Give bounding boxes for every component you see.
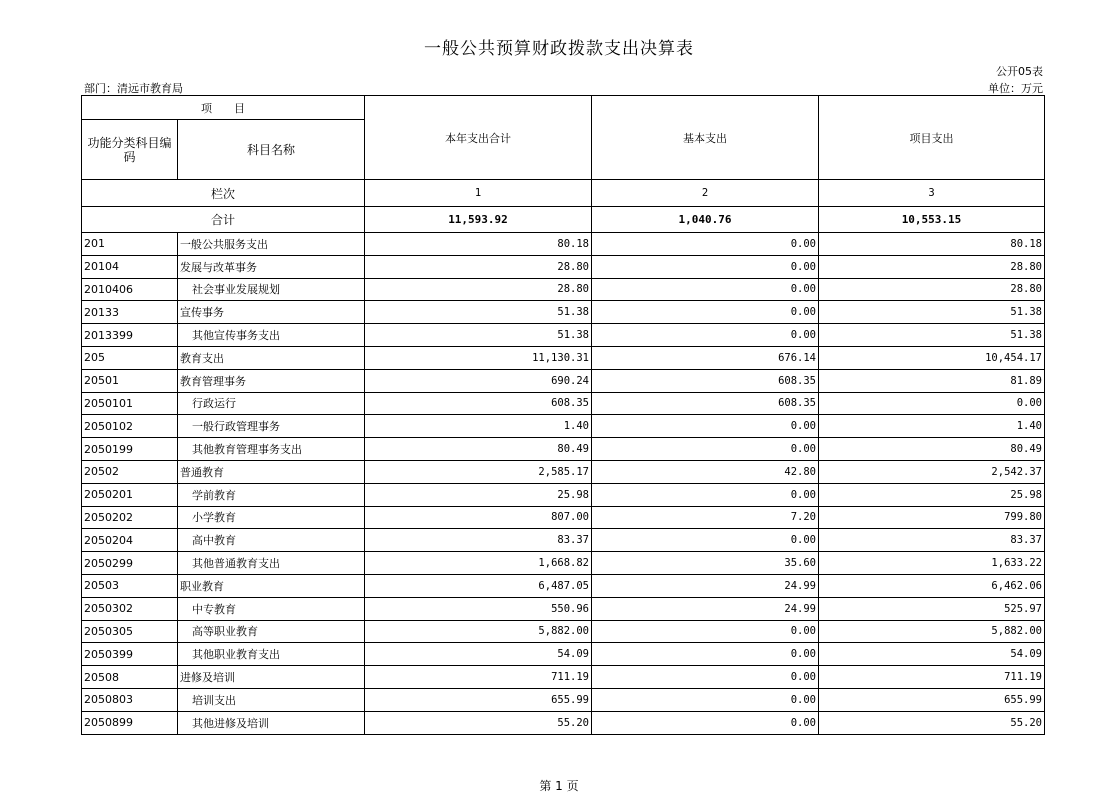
total-label: 合计	[82, 207, 365, 233]
row-project: 0.00	[819, 392, 1045, 415]
table-row	[82, 529, 1045, 552]
row-total: 51.38	[365, 301, 592, 324]
row-code: 2050204	[82, 529, 178, 552]
table-row	[82, 324, 1045, 347]
row-project: 54.09	[819, 643, 1045, 666]
row-code: 2050305	[82, 620, 178, 643]
row-project: 55.20	[819, 711, 1045, 734]
row-basic: 35.60	[592, 552, 819, 575]
row-total: 550.96	[365, 597, 592, 620]
row-total: 807.00	[365, 506, 592, 529]
row-code: 20508	[82, 666, 178, 689]
row-name: 其他进修及培训	[178, 711, 365, 734]
header-code: 功能分类科目编码	[82, 120, 178, 180]
total-project: 10,553.15	[819, 207, 1045, 233]
row-project: 51.38	[819, 301, 1045, 324]
table-row	[82, 346, 1045, 369]
column-no-1: 1	[365, 180, 592, 207]
row-total: 1,668.82	[365, 552, 592, 575]
row-total: 2,585.17	[365, 460, 592, 483]
row-total: 55.20	[365, 711, 592, 734]
row-basic: 0.00	[592, 278, 819, 301]
header-col-project: 项目支出	[819, 96, 1045, 180]
row-name: 其他普通教育支出	[178, 552, 365, 575]
row-total: 6,487.05	[365, 574, 592, 597]
row-basic: 0.00	[592, 255, 819, 278]
header-name: 科目名称	[178, 120, 365, 180]
row-name: 发展与改革事务	[178, 255, 365, 278]
column-order-label: 栏次	[82, 180, 365, 207]
row-total: 1.40	[365, 415, 592, 438]
row-name: 中专教育	[178, 597, 365, 620]
row-name: 进修及培训	[178, 666, 365, 689]
row-project: 1.40	[819, 415, 1045, 438]
row-code: 2050202	[82, 506, 178, 529]
row-code: 205	[82, 346, 178, 369]
expenditure-table	[81, 95, 1045, 735]
table-row	[82, 415, 1045, 438]
row-project: 655.99	[819, 688, 1045, 711]
row-total: 28.80	[365, 278, 592, 301]
row-basic: 0.00	[592, 301, 819, 324]
header-item: 项 目	[82, 96, 365, 120]
row-project: 80.18	[819, 233, 1045, 256]
page-footer: 第 1 页	[539, 779, 579, 793]
row-name: 一般行政管理事务	[178, 415, 365, 438]
form-number: 公开05表	[996, 65, 1043, 78]
row-basic: 0.00	[592, 415, 819, 438]
table-row	[82, 666, 1045, 689]
row-basic: 0.00	[592, 438, 819, 461]
row-code: 2050299	[82, 552, 178, 575]
row-basic: 7.20	[592, 506, 819, 529]
row-code: 20503	[82, 574, 178, 597]
row-basic: 0.00	[592, 483, 819, 506]
row-basic: 0.00	[592, 529, 819, 552]
row-total: 80.49	[365, 438, 592, 461]
table-row	[82, 301, 1045, 324]
row-basic: 608.35	[592, 392, 819, 415]
row-code: 2050199	[82, 438, 178, 461]
row-code: 20502	[82, 460, 178, 483]
table-row	[82, 438, 1045, 461]
row-name: 高等职业教育	[178, 620, 365, 643]
row-basic: 24.99	[592, 597, 819, 620]
table-row	[82, 597, 1045, 620]
table-row	[82, 460, 1045, 483]
row-total: 51.38	[365, 324, 592, 347]
row-project: 80.49	[819, 438, 1045, 461]
row-name: 行政运行	[178, 392, 365, 415]
row-basic: 0.00	[592, 688, 819, 711]
row-code: 201	[82, 233, 178, 256]
table-row	[82, 552, 1045, 575]
table-row	[82, 233, 1045, 256]
row-basic: 0.00	[592, 643, 819, 666]
row-project: 83.37	[819, 529, 1045, 552]
row-basic: 676.14	[592, 346, 819, 369]
row-name: 小学教育	[178, 506, 365, 529]
column-no-3: 3	[819, 180, 1045, 207]
row-total: 28.80	[365, 255, 592, 278]
row-name: 社会事业发展规划	[178, 278, 365, 301]
row-name: 其他职业教育支出	[178, 643, 365, 666]
table-row	[82, 369, 1045, 392]
row-total: 608.35	[365, 392, 592, 415]
unit-label: 单位：万元	[988, 82, 1043, 95]
table-row	[82, 574, 1045, 597]
report-title: 一般公共预算财政拨款支出决算表	[424, 39, 694, 59]
row-project: 10,454.17	[819, 346, 1045, 369]
column-no-2: 2	[592, 180, 819, 207]
row-basic: 42.80	[592, 460, 819, 483]
row-basic: 0.00	[592, 711, 819, 734]
table-row	[82, 278, 1045, 301]
row-name: 其他教育管理事务支出	[178, 438, 365, 461]
row-code: 2050399	[82, 643, 178, 666]
row-basic: 0.00	[592, 666, 819, 689]
row-total: 25.98	[365, 483, 592, 506]
row-project: 28.80	[819, 255, 1045, 278]
row-name: 宣传事务	[178, 301, 365, 324]
row-basic: 24.99	[592, 574, 819, 597]
table-row	[82, 688, 1045, 711]
row-project: 711.19	[819, 666, 1045, 689]
row-project: 2,542.37	[819, 460, 1045, 483]
table-row	[82, 483, 1045, 506]
table-row	[82, 255, 1045, 278]
row-name: 高中教育	[178, 529, 365, 552]
row-name: 职业教育	[178, 574, 365, 597]
total-total: 11,593.92	[365, 207, 592, 233]
row-total: 54.09	[365, 643, 592, 666]
row-project: 51.38	[819, 324, 1045, 347]
row-code: 20104	[82, 255, 178, 278]
row-total: 11,130.31	[365, 346, 592, 369]
row-project: 5,882.00	[819, 620, 1045, 643]
row-name: 一般公共服务支出	[178, 233, 365, 256]
row-project: 81.89	[819, 369, 1045, 392]
row-basic: 0.00	[592, 620, 819, 643]
row-total: 711.19	[365, 666, 592, 689]
department-label: 部门：清远市教育局	[84, 82, 183, 95]
row-code: 2050101	[82, 392, 178, 415]
row-total: 80.18	[365, 233, 592, 256]
row-code: 2050102	[82, 415, 178, 438]
row-code: 2050899	[82, 711, 178, 734]
row-total: 5,882.00	[365, 620, 592, 643]
row-total: 655.99	[365, 688, 592, 711]
table-row	[82, 392, 1045, 415]
row-total: 83.37	[365, 529, 592, 552]
row-name: 其他宣传事务支出	[178, 324, 365, 347]
row-project: 25.98	[819, 483, 1045, 506]
row-total: 690.24	[365, 369, 592, 392]
table-row	[82, 620, 1045, 643]
row-code: 20501	[82, 369, 178, 392]
row-name: 普通教育	[178, 460, 365, 483]
row-project: 28.80	[819, 278, 1045, 301]
row-code: 2050302	[82, 597, 178, 620]
header-col-basic: 基本支出	[592, 96, 819, 180]
table-row	[82, 506, 1045, 529]
total-basic: 1,040.76	[592, 207, 819, 233]
row-project: 1,633.22	[819, 552, 1045, 575]
row-name: 学前教育	[178, 483, 365, 506]
row-code: 2050803	[82, 688, 178, 711]
row-project: 525.97	[819, 597, 1045, 620]
row-basic: 608.35	[592, 369, 819, 392]
row-project: 799.80	[819, 506, 1045, 529]
row-project: 6,462.06	[819, 574, 1045, 597]
row-code: 2010406	[82, 278, 178, 301]
row-name: 教育支出	[178, 346, 365, 369]
row-name: 教育管理事务	[178, 369, 365, 392]
row-code: 2013399	[82, 324, 178, 347]
row-name: 培训支出	[178, 688, 365, 711]
row-basic: 0.00	[592, 233, 819, 256]
table-row	[82, 643, 1045, 666]
table-row	[82, 711, 1045, 734]
header-col-total: 本年支出合计	[365, 96, 592, 180]
row-code: 2050201	[82, 483, 178, 506]
row-code: 20133	[82, 301, 178, 324]
row-basic: 0.00	[592, 324, 819, 347]
